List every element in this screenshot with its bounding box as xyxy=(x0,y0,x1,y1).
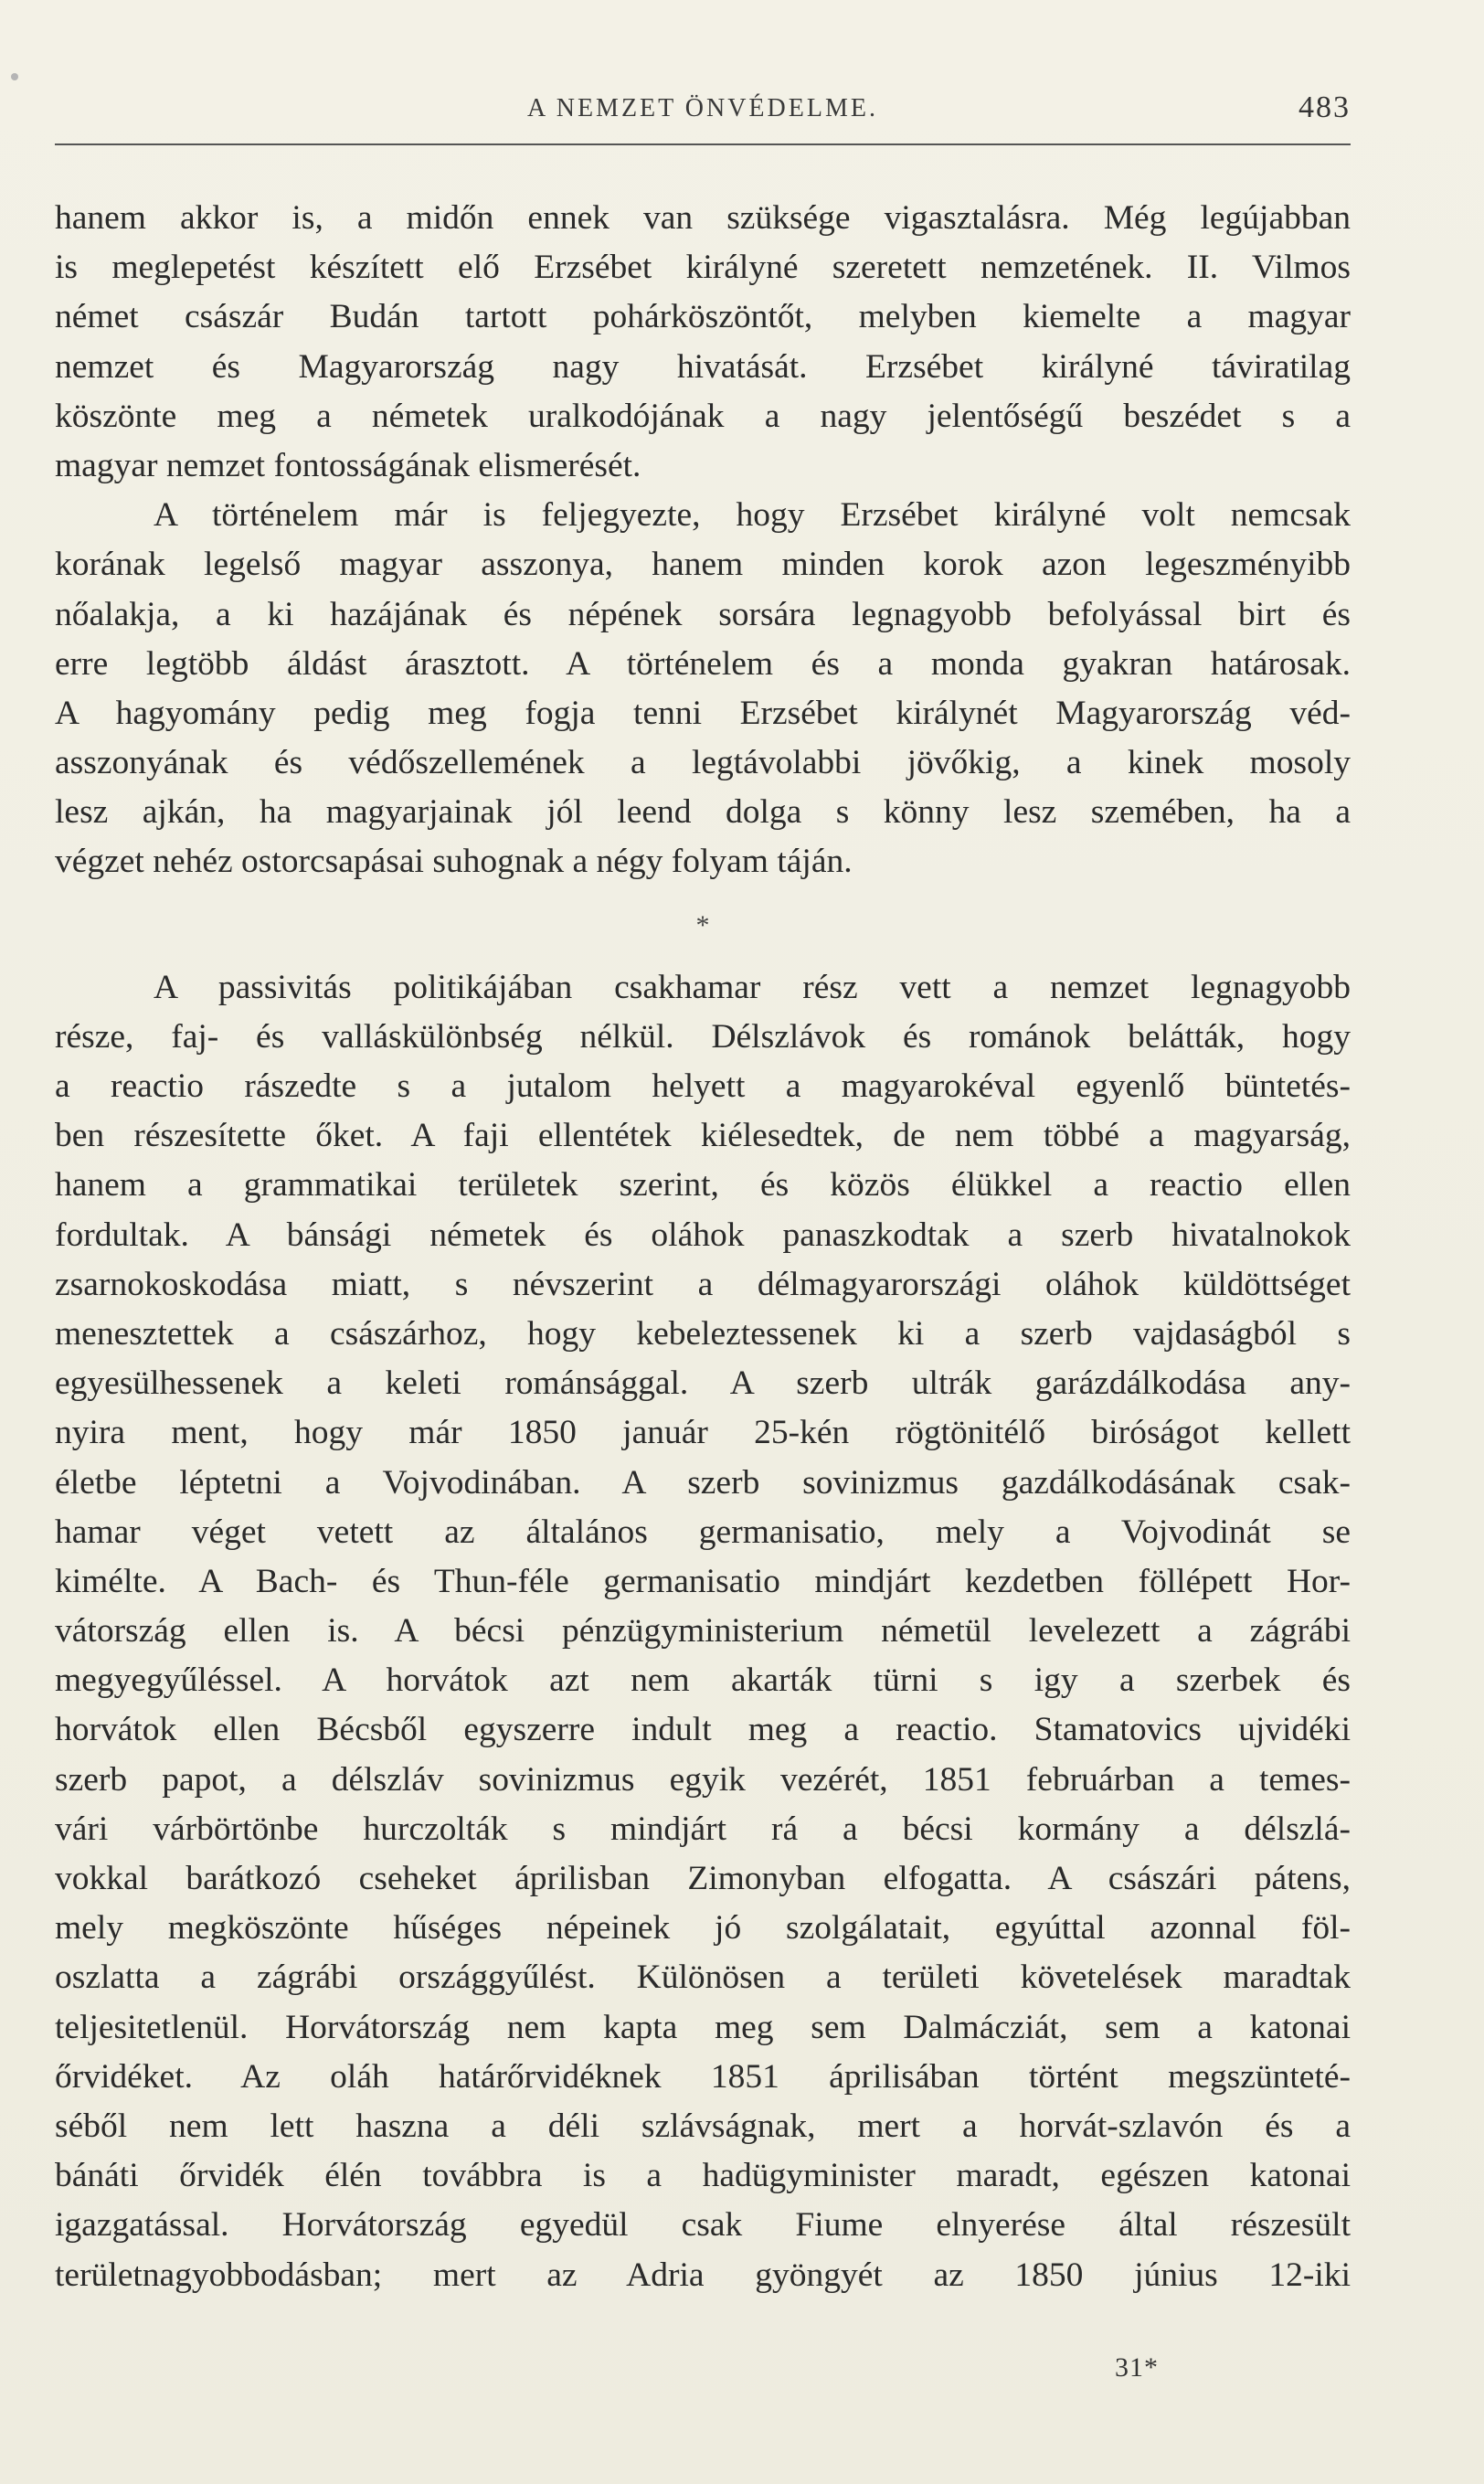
signature-mark: 31* xyxy=(1115,2352,1159,2383)
text-line: igazgatással. Horvátország egyedül csak Fiume elnyerése által részesült xyxy=(55,2206,1351,2245)
text-line: nemzet és Magyarország nagy hivatását. Erzsébet királyné táviratilag xyxy=(55,347,1351,386)
running-title: A NEMZET ÖNVÉDELME. xyxy=(527,94,878,122)
text-line: vátország ellen is. A bécsi pénzügyministerium németül levelezett a zágrábi xyxy=(55,1612,1351,1651)
text-line: oszlatta a zágrábi országgyűlést. Különösen a területi követelések maradtak xyxy=(55,1959,1351,1997)
section-separator: * xyxy=(695,909,710,940)
text-line: is meglepetést készített elő Erzsébet királyné szeretett nemzetének. II. Vilmos xyxy=(55,249,1351,287)
text-line: kimélte. A Bach- és Thun-féle germanisatio mindjárt kezdetben föllépett Hor- xyxy=(55,1562,1351,1600)
text-line: megyegyűléssel. A horvátok azt nem akarták türni s igy a szerbek és xyxy=(55,1661,1351,1700)
text-line: bánáti őrvidék élén továbbra is a hadügyminister maradt, egészen katonai xyxy=(55,2157,1351,2195)
text-line: A hagyomány pedig meg fogja tenni Erzsébet királynét Magyarország véd- xyxy=(55,694,1351,732)
text-line: fordultak. A bánsági németek és oláhok panaszkodtak a szerb hivatalnokok xyxy=(55,1215,1351,1254)
text-line: A passivitás politikájában csakhamar rész vett a nemzet legnagyobb xyxy=(154,968,1351,1006)
text-line: vári várbörtönbe hurczolták s mindjárt rá a bécsi kormány a délszlá- xyxy=(55,1810,1351,1848)
text-line: korának legelső magyar asszonya, hanem minden korok azon legeszményibb xyxy=(55,546,1351,584)
text-line: mely megköszönte hűséges népeinek jó szolgálatait, egyúttal azonnal föl- xyxy=(55,1909,1351,1948)
text-line: köszönte meg a németek uralkodójának a nagy jelentőségű beszédet s a xyxy=(55,397,1351,435)
text-line: része, faj- és valláskülönbség nélkül. Délszlávok és románok belátták, hogy xyxy=(55,1017,1351,1056)
text-line: teljesitetlenül. Horvátország nem kapta meg sem Dalmácziát, sem a katonai xyxy=(55,2008,1351,2046)
text-line: német császár Budán tartott pohárköszöntőt, melyben kiemelte a magyar xyxy=(55,298,1351,336)
text-line: séből nem lett haszna a déli szlávságnak, mert a horvát-szlavón és a xyxy=(55,2107,1351,2145)
text-line: nőalakja, a ki hazájának és népének sorsára legnagyobb befolyással birt és xyxy=(55,595,1351,633)
text-line: egyesülhessenek a keleti románsággal. A szerb ultrák garázdálkodása any- xyxy=(55,1364,1351,1403)
text-line: erre legtöbb áldást árasztott. A történelem és a monda gyakran határosak. xyxy=(55,644,1351,683)
text-line: őrvidéket. Az oláh határőrvidéknek 1851 áprilisában történt megszünteté- xyxy=(55,2057,1351,2096)
paragraph-2 xyxy=(55,491,1351,887)
page-number: 483 xyxy=(1298,90,1351,124)
text-line: nyira ment, hogy már 1850 január 25-kén rögtönitélő biróságot kellett xyxy=(55,1414,1351,1452)
body-text xyxy=(55,194,1351,2300)
text-line: A történelem már is feljegyezte, hogy Erzsébet királyné volt nemcsak xyxy=(154,496,1351,535)
text-line: hamar véget vetett az általános germanisatio, mely a Vojvodinát se xyxy=(55,1513,1351,1551)
page-header xyxy=(55,90,1351,145)
text-line: végzet nehéz ostorcsapásai suhognak a négy folyam táján. xyxy=(55,843,853,881)
text-line: lesz ajkán, ha magyarjainak jól leend dolga s könny lesz szemében, ha a xyxy=(55,793,1351,832)
text-line: hanem akkor is, a midőn ennek van szüksége vigasztalásra. Még legújabban xyxy=(55,199,1351,237)
text-line: életbe léptetni a Vojvodinában. A szerb sovinizmus gazdálkodásának csak- xyxy=(55,1463,1351,1502)
paragraph-3 xyxy=(55,963,1351,2300)
text-line: vokkal barátkozó cseheket áprilisban Zimonyban elfogatta. A császári pátens, xyxy=(55,1860,1351,1897)
margin-dot xyxy=(11,73,18,80)
text-line: magyar nemzet fontosságának elismerését. xyxy=(55,446,641,484)
text-line: hanem a grammatikai területek szerint, és közös élükkel a reactio ellen xyxy=(55,1166,1351,1205)
paragraph-1 xyxy=(55,194,1351,491)
text-line: menesztettek a császárhoz, hogy kebeleztessenek ki a szerb vajdaságból s xyxy=(55,1314,1351,1353)
text-line: horvátok ellen Bécsből egyszerre indult meg a reactio. Stamatovics ujvidéki xyxy=(55,1711,1351,1749)
header-rule xyxy=(55,143,1351,145)
text-line: ben részesítette őket. A faji ellentétek kiélesedtek, de nem többé a magyarság, xyxy=(55,1117,1351,1155)
text-line: zsarnokoskodása miatt, s névszerint a délmagyarországi oláhok küldöttséget xyxy=(55,1265,1351,1303)
text-line: asszonyának és védőszellemének a legtávolabbi jövőkig, a kinek mosoly xyxy=(55,744,1351,782)
text-line: területnagyobbodásban; mert az Adria gyöngyét az 1850 június 12-iki xyxy=(55,2256,1351,2294)
text-line: szerb papot, a délszláv sovinizmus egyik vezérét, 1851 februárban a temes- xyxy=(55,1760,1351,1799)
text-line: a reactio rászedte s a jutalom helyett a magyarokéval egyenlő büntetés- xyxy=(55,1067,1351,1105)
